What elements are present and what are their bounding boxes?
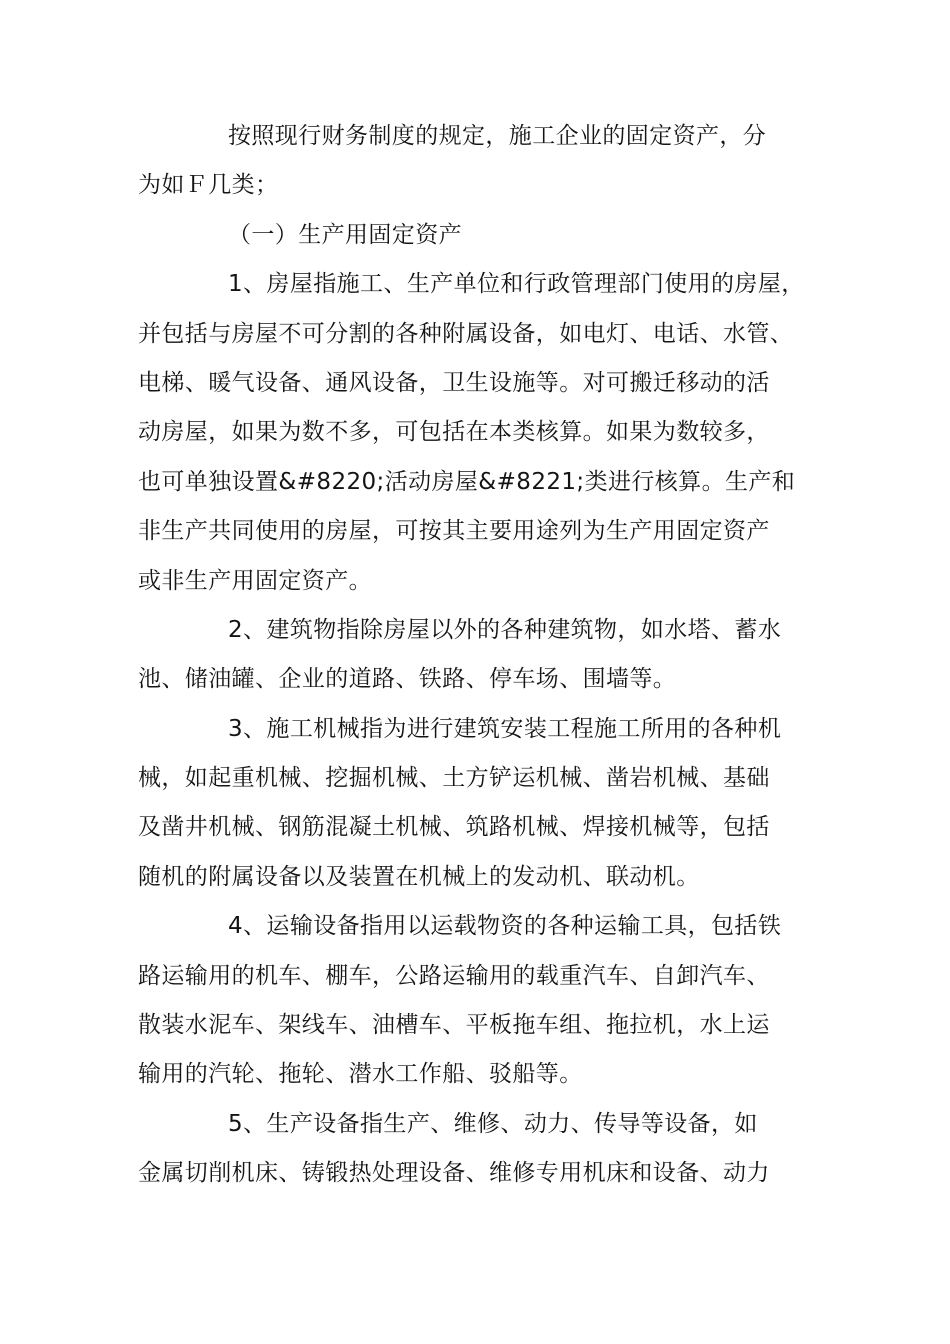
paragraph-line: 或非生产用固定资产。 [138,567,372,594]
paragraph-line: 1、房屋指施工、生产单位和行政管理部门使用的房屋， [228,271,805,298]
paragraph-line: 械，如起重机械、挖掘机械、土方铲运机械、凿岩机械、基础 [138,765,770,792]
section-heading: （一）生产用固定资产 [228,221,462,248]
paragraph-line: 为如Ｆ几类； [138,172,279,199]
paragraph-line: 按照现行财务制度的规定，施工企业的固定资产，分 [228,123,767,149]
paragraph-line: 2、建筑物指除房屋以外的各种建筑物，如水塔、蓄水 [228,616,782,643]
paragraph-line: 5、生产设备指生产、维修、动力、传导等设备，如 [228,1110,758,1137]
paragraph-line: 散装水泥车、架线车、油槽车、平板拖车组、拖拉机，水上运 [138,1012,770,1039]
paragraph-line: 非生产共同使用的房屋，可按其主要用途列为生产用固定资产 [138,518,770,545]
paragraph-line: 路运输用的机车、棚车，公路运输用的载重汽车、自卸汽车、 [138,962,770,989]
paragraph-line: 并包括与房屋不可分割的各种附属设备，如电灯、电话、水管、 [138,320,794,347]
paragraph-line: 4、运输设备指用以运载物资的各种运输工具，包括铁 [228,913,782,940]
paragraph-line: 动房屋，如果为数不多，可包括在本类核算。如果为数较多， [138,419,770,446]
paragraph-line: 也可单独设置&#8220;活动房屋&#8221;类进行核算。生产和 [138,468,796,495]
paragraph-line: 池、储油罐、企业的道路、铁路、停车场、围墙等。 [138,666,677,693]
paragraph-line: 3、施工机械指为进行建筑安装工程施工所用的各种机 [228,715,782,742]
paragraph-line: 金属切削机床、铸锻热处理设备、维修专用机床和设备、动力 [138,1160,770,1187]
document-body [138,112,818,1199]
paragraph-line: 及凿井机械、钢筋混凝土机械、筑路机械、焊接机械等，包括 [138,814,770,841]
paragraph-line: 电梯、暖气设备、通风设备，卫生设施等。对可搬迁移动的活 [138,369,770,396]
paragraph-line: 输用的汽轮、拖轮、潜水工作船、驳船等。 [138,1061,583,1088]
paragraph-line: 随机的附属设备以及装置在机械上的发动机、联动机。 [138,863,700,890]
